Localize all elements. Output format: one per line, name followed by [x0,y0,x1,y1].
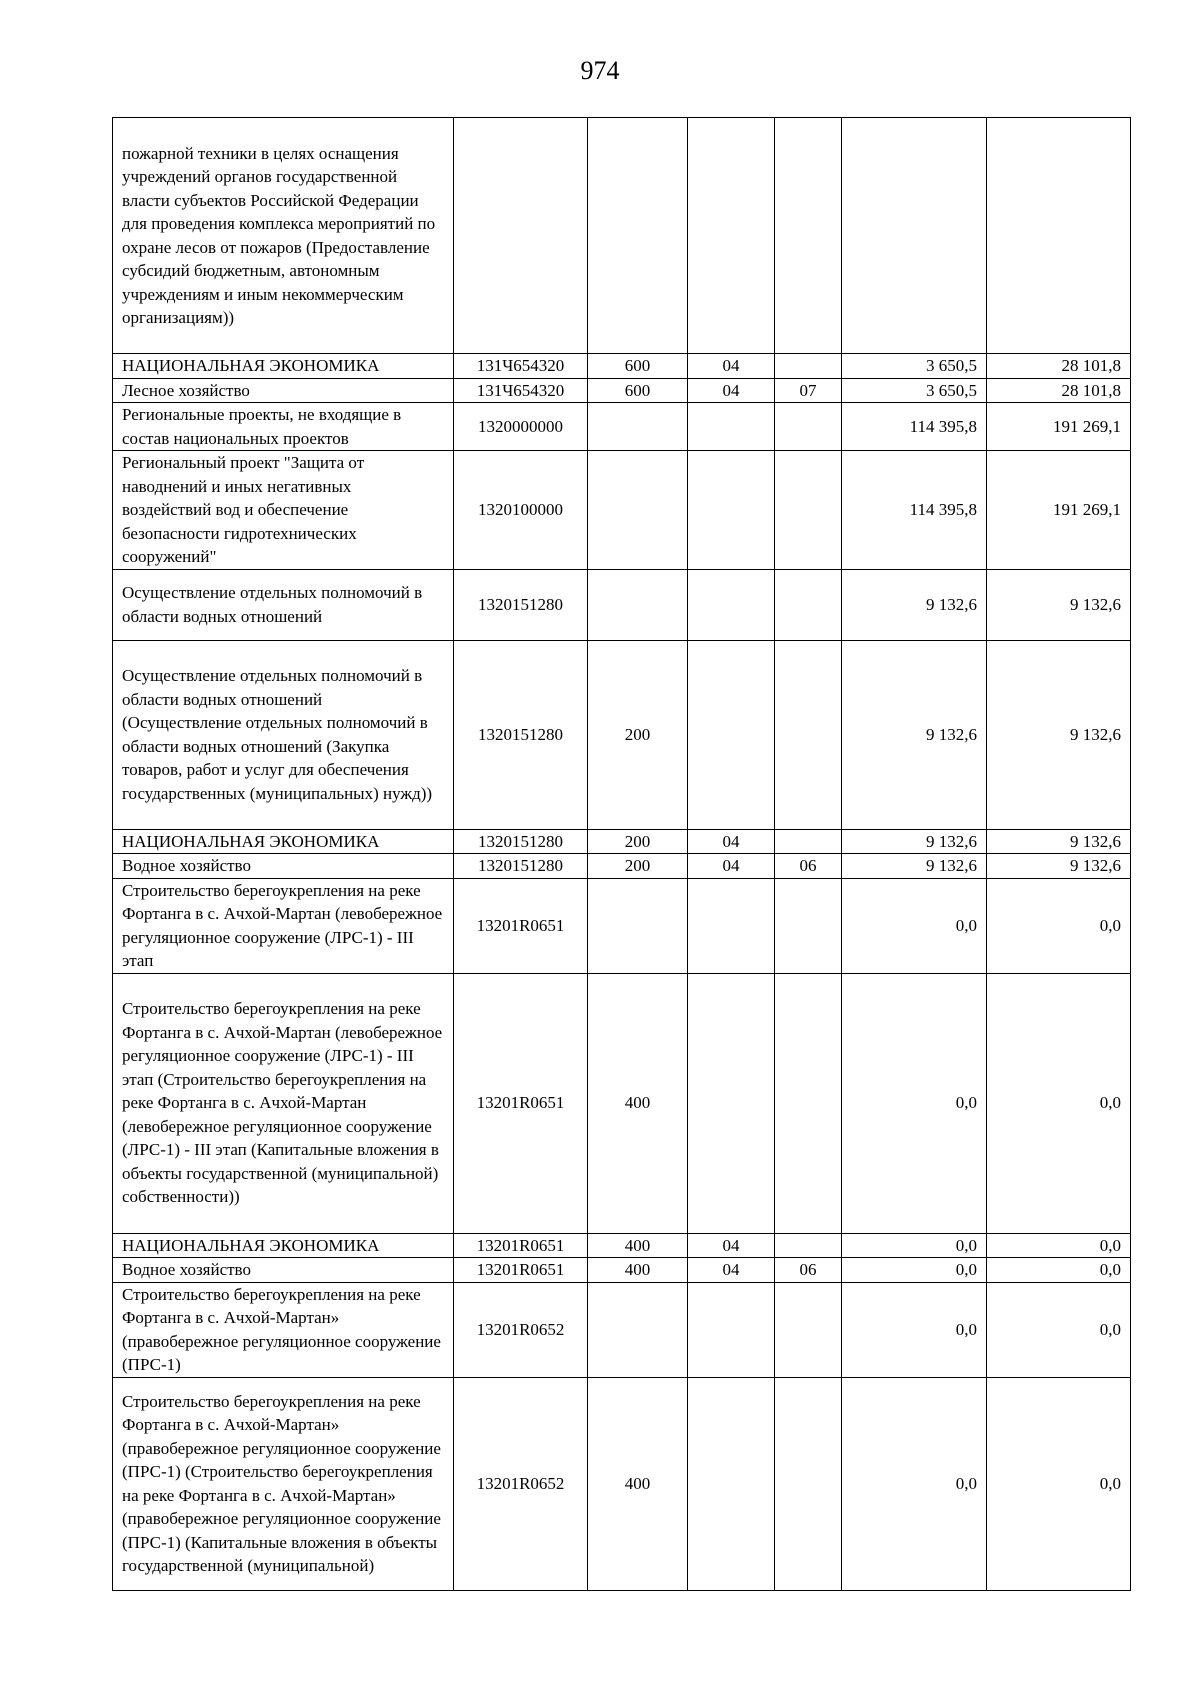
cell-expense-type [588,1282,688,1377]
cell-expense-type: 600 [588,354,688,379]
table-row [113,354,1131,379]
cell-amount-year1: 114 395,8 [842,403,987,451]
cell-amount-year2: 0,0 [987,1282,1131,1377]
cell-section [688,403,775,451]
cell-section [688,878,775,973]
cell-amount-year1: 0,0 [842,1282,987,1377]
cell-amount-year2: 9 132,6 [987,854,1131,879]
cell-expense-type: 400 [588,973,688,1233]
cell-amount-year2: 9 132,6 [987,569,1131,640]
cell-description: Водное хозяйство [113,1258,454,1283]
cell-amount-year2: 0,0 [987,1377,1131,1590]
cell-target-code: 131Ч654320 [454,354,588,379]
cell-target-code: 1320151280 [454,854,588,879]
cell-amount-year1: 0,0 [842,878,987,973]
cell-subsection: 06 [775,1258,842,1283]
cell-description: Водное хозяйство [113,854,454,879]
cell-expense-type [588,403,688,451]
cell-section [688,640,775,829]
cell-target-code: 131Ч654320 [454,378,588,403]
cell-subsection [775,1233,842,1258]
cell-section: 04 [688,354,775,379]
cell-description: Строительство берегоукрепления на реке Фортанга в с. Ачхой-Мартан» (правобережное регуляционное сооружение (ПРС-1) (Строительство берегоукрепления на реке Фортанга в с. Ачхой-Мартан» (правобережное регуляционное сооружение (ПРС-1) (Капитальные вложения в объекты государственной (муниципальной) [113,1377,454,1590]
cell-amount-year2: 0,0 [987,973,1131,1233]
table-body [113,118,1131,1591]
table-row [113,973,1131,1233]
cell-subsection [775,403,842,451]
cell-expense-type [588,878,688,973]
cell-description: Лесное хозяйство [113,378,454,403]
cell-section: 04 [688,1258,775,1283]
cell-amount-year1: 3 650,5 [842,354,987,379]
cell-section [688,569,775,640]
cell-expense-type: 400 [588,1377,688,1590]
cell-target-code: 13201R0651 [454,1258,588,1283]
table-row [113,1233,1131,1258]
cell-description: пожарной техники в целях оснащения учреждений органов государственной власти субъектов Российской Федерации для проведения комплекса мероприятий по охране лесов от пожаров (Предоставление субсидий бюджетным, автономным учреждениям и иным некоммерческим организациям)) [113,118,454,354]
table-row [113,451,1131,570]
cell-target-code: 13201R0651 [454,1233,588,1258]
cell-expense-type: 600 [588,378,688,403]
cell-subsection [775,1282,842,1377]
cell-subsection [775,451,842,570]
cell-subsection [775,878,842,973]
cell-section [688,1377,775,1590]
cell-amount-year1: 9 132,6 [842,829,987,854]
cell-amount-year1: 0,0 [842,1258,987,1283]
cell-description: Региональные проекты, не входящие в состав национальных проектов [113,403,454,451]
cell-section: 04 [688,829,775,854]
cell-expense-type: 200 [588,829,688,854]
cell-amount-year2: 191 269,1 [987,451,1131,570]
cell-amount-year2: 28 101,8 [987,354,1131,379]
table-row [113,378,1131,403]
cell-subsection [775,354,842,379]
cell-description: Осуществление отдельных полномочий в области водных отношений [113,569,454,640]
cell-description: НАЦИОНАЛЬНАЯ ЭКОНОМИКА [113,1233,454,1258]
table-row [113,854,1131,879]
cell-section [688,118,775,354]
page-number: 974 [580,56,620,85]
cell-expense-type: 400 [588,1258,688,1283]
cell-section: 04 [688,854,775,879]
cell-target-code: 1320100000 [454,451,588,570]
cell-subsection [775,118,842,354]
table-row [113,1282,1131,1377]
cell-expense-type: 200 [588,854,688,879]
cell-amount-year1: 3 650,5 [842,378,987,403]
cell-section [688,451,775,570]
cell-amount-year2 [987,118,1131,354]
cell-target-code [454,118,588,354]
cell-target-code: 13201R0651 [454,878,588,973]
cell-amount-year2: 28 101,8 [987,378,1131,403]
cell-amount-year1: 9 132,6 [842,854,987,879]
table-row [113,878,1131,973]
cell-amount-year1: 0,0 [842,973,987,1233]
cell-amount-year1: 114 395,8 [842,451,987,570]
budget-table [112,117,1131,1591]
cell-target-code: 1320151280 [454,569,588,640]
cell-amount-year1: 9 132,6 [842,640,987,829]
cell-amount-year2: 9 132,6 [987,640,1131,829]
cell-subsection: 07 [775,378,842,403]
cell-description: Строительство берегоукрепления на реке Фортанга в с. Ачхой-Мартан (левобережное регуляционное сооружение (ЛРС-1) - III этап [113,878,454,973]
table-row [113,569,1131,640]
table-row [113,829,1131,854]
cell-amount-year2: 0,0 [987,878,1131,973]
cell-amount-year1 [842,118,987,354]
cell-description: НАЦИОНАЛЬНАЯ ЭКОНОМИКА [113,829,454,854]
cell-amount-year2: 0,0 [987,1258,1131,1283]
cell-description: Осуществление отдельных полномочий в области водных отношений (Осуществление отдельных полномочий в области водных отношений (Закупка товаров, работ и услуг для обеспечения государственных (муниципальных) нужд)) [113,640,454,829]
cell-subsection [775,829,842,854]
cell-expense-type [588,569,688,640]
cell-expense-type: 200 [588,640,688,829]
cell-subsection [775,569,842,640]
cell-section [688,973,775,1233]
cell-target-code: 1320151280 [454,640,588,829]
cell-subsection: 06 [775,854,842,879]
cell-amount-year2: 0,0 [987,1233,1131,1258]
cell-section [688,1282,775,1377]
cell-description: Региональный проект "Защита от наводнений и иных негативных воздействий вод и обеспечение безопасности гидротехнических сооружений" [113,451,454,570]
cell-target-code: 1320000000 [454,403,588,451]
cell-expense-type: 400 [588,1233,688,1258]
cell-target-code: 1320151280 [454,829,588,854]
cell-amount-year2: 191 269,1 [987,403,1131,451]
cell-subsection [775,1377,842,1590]
cell-description: Строительство берегоукрепления на реке Фортанга в с. Ачхой-Мартан» (правобережное регуляционное сооружение (ПРС-1) [113,1282,454,1377]
table-row [113,1377,1131,1590]
table-row [113,640,1131,829]
cell-section: 04 [688,378,775,403]
cell-amount-year1: 9 132,6 [842,569,987,640]
cell-subsection [775,640,842,829]
table-row [113,118,1131,354]
cell-subsection [775,973,842,1233]
table-row [113,1258,1131,1283]
cell-target-code: 13201R0651 [454,973,588,1233]
cell-description: Строительство берегоукрепления на реке Фортанга в с. Ачхой-Мартан (левобережное регуляционное сооружение (ЛРС-1) - III этап (Строительство берегоукрепления на реке Фортанга в с. Ачхой-Мартан (левобережное регуляционное сооружение (ЛРС-1) - III этап (Капитальные вложения в объекты государственной (муниципальной) собственности)) [113,973,454,1233]
cell-target-code: 13201R0652 [454,1377,588,1590]
cell-expense-type [588,118,688,354]
cell-amount-year1: 0,0 [842,1233,987,1258]
cell-amount-year1: 0,0 [842,1377,987,1590]
cell-target-code: 13201R0652 [454,1282,588,1377]
table-row [113,403,1131,451]
cell-description: НАЦИОНАЛЬНАЯ ЭКОНОМИКА [113,354,454,379]
cell-section: 04 [688,1233,775,1258]
cell-amount-year2: 9 132,6 [987,829,1131,854]
cell-expense-type [588,451,688,570]
